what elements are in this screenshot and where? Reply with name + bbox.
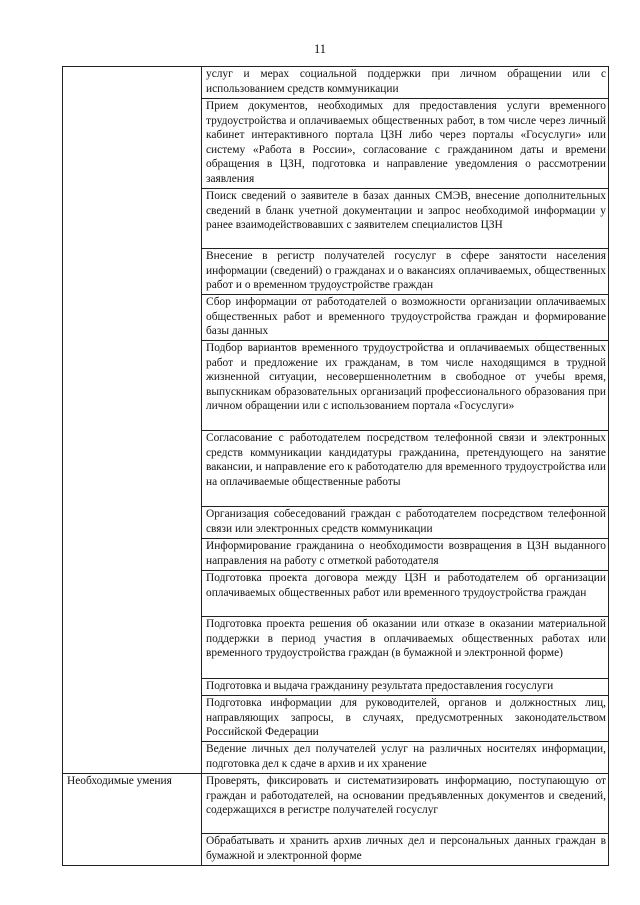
table-row <box>63 67 609 99</box>
action-item: Внесение в регистр получателей госуслуг в сфере занятости населения информации (сведений) о гражданах и о вакансиях оплачиваемых, общественных работ и о временном трудоустройстве граждан <box>202 249 609 295</box>
action-item: Подготовка и выдача гражданину результата предоставления госуслуги <box>202 679 609 696</box>
label-cell-actions <box>63 67 202 774</box>
action-item: Подготовка проекта решения об оказании или отказе в оказании материальной поддержки в период участия в оплачиваемых общественных работах или временного трудоустройства граждан (в бумажной и электронной форме) <box>202 617 609 679</box>
action-item: Ведение личных дел получателей услуг на различных носителях информации, подготовка дел к сдаче в архив и их хранение <box>202 742 609 774</box>
action-item: услуг и мерах социальной поддержки при личном обращении или с использованием средств коммуникации <box>202 67 609 99</box>
skill-item: Обрабатывать и хранить архив личных дел и персональных данных граждан в бумажной и электронной форме <box>202 834 609 866</box>
labor-functions-table <box>62 66 609 866</box>
page-number: 11 <box>313 42 327 56</box>
action-item: Подготовка информации для руководителей, органов и должностных лиц, направляющих запросы, в случаях, предусмотренных законодательством Российской Федерации <box>202 696 609 742</box>
action-item: Информирование гражданина о необходимости возвращения в ЦЗН выданного направления на работу с отметкой работодателя <box>202 539 609 571</box>
action-item: Подбор вариантов временного трудоустройства и оплачиваемых общественных работ и предложение их гражданам, в том числе находящимся в трудной жизненной ситуации, несовершеннолетним в свободное от учебы время, выпускникам образовательных организаций профессионального образования при личном обращении или с использованием портала «Госуслуги» <box>202 341 609 431</box>
action-item: Подготовка проекта договора между ЦЗН и работодателем об организации оплачиваемых общественных работ или временного трудоустройства граждан <box>202 571 609 617</box>
skill-item: Проверять, фиксировать и систематизировать информацию, поступающую от граждан и работодателей, на основании предъявленных документов и сведений, содержащихся в регистре получателей госуслуг <box>202 774 609 834</box>
table-row <box>63 774 609 834</box>
action-item: Организация собеседований граждан с работодателем посредством телефонной связи или электронных средств коммуникации <box>202 507 609 539</box>
action-item: Сбор информации от работодателей о возможности организации оплачиваемых общественных работ и временного трудоустройства граждан и формирование базы данных <box>202 295 609 341</box>
action-item: Согласование с работодателем посредством телефонной связи и электронных средств коммуникации кандидатуры гражданина, претендующего на занятие вакансии, и направление его к работодателю для временного трудоустройства или на оплачиваемые общественные работы <box>202 431 609 507</box>
action-item: Прием документов, необходимых для предоставления услуги временного трудоустройства и оплачиваемых общественных работ, в том числе через личный кабинет интерактивного портала ЦЗН либо через порталы «Госуслуги» или систему «Работа в России», согласование с гражданином даты и времени обращения в ЦЗН, подготовка и направление уведомления о рассмотрении заявления <box>202 99 609 189</box>
label-cell-skills: Необходимые умения <box>63 774 202 866</box>
action-item: Поиск сведений о заявителе в базах данных СМЭВ, внесение дополнительных сведений в бланк учетной документации и запрос необходимой информации у ранее взаимодействовавших с заявителем специалистов ЦЗН <box>202 189 609 249</box>
